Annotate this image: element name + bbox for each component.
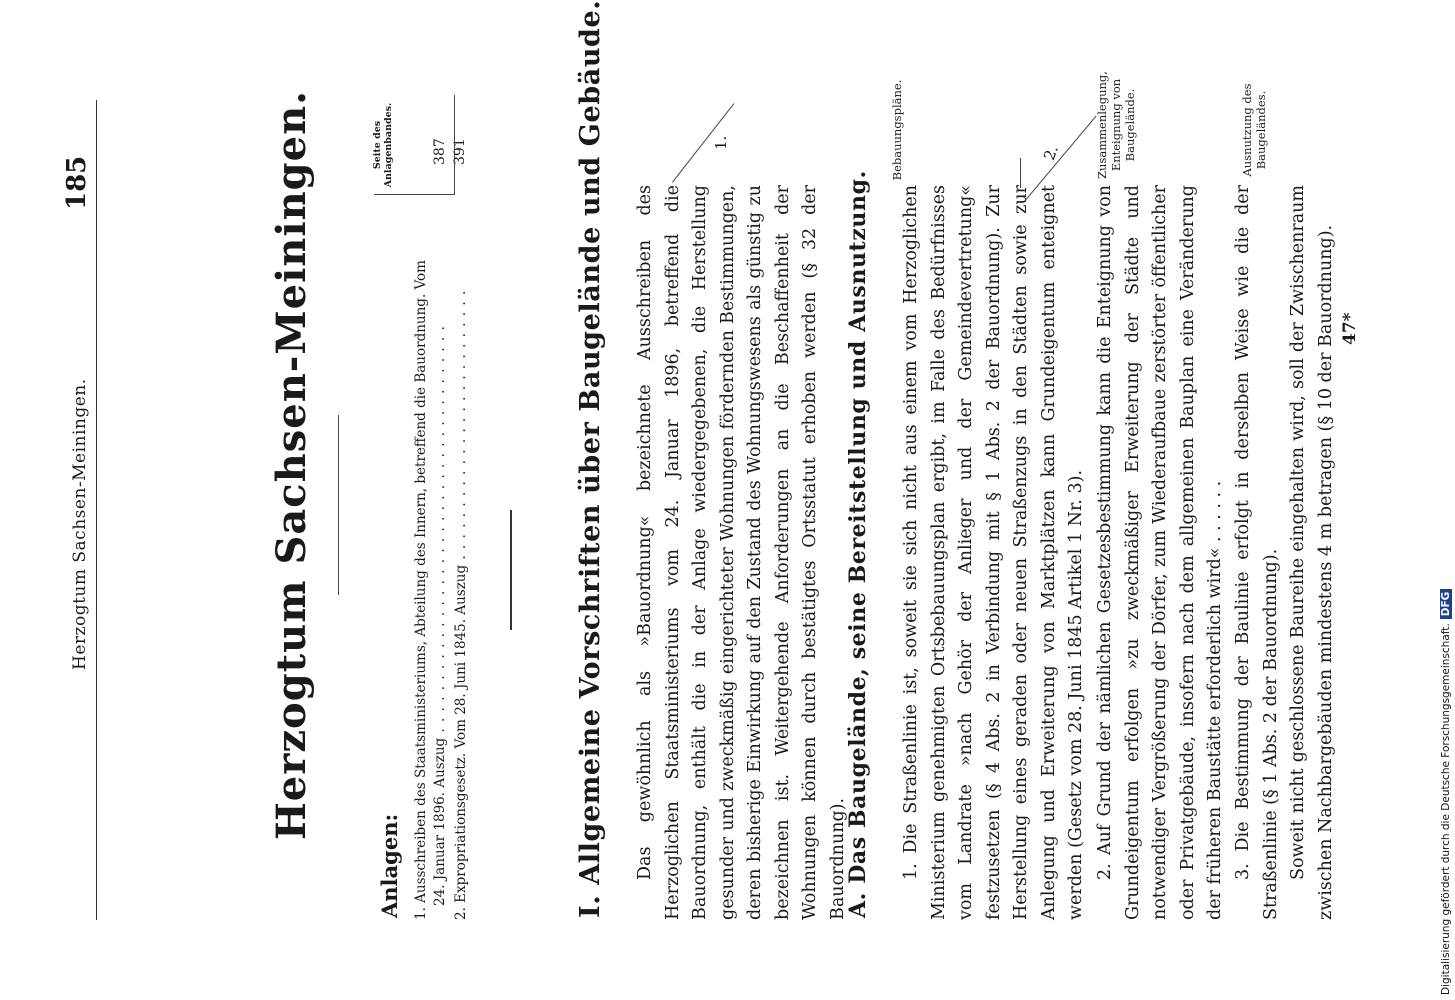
funding-note: [1440, 589, 1452, 995]
margin-note-ausnutzung: Ausnutzung des Baugeländes.: [1240, 83, 1268, 177]
section-1-heading: I. Allgemeine Vorschriften über Baugelände und Gebäude.: [575, 0, 606, 918]
page-title: Herzogtum Sachsen-Meiningen.: [268, 89, 315, 840]
page-column-separator: [374, 194, 454, 195]
section-a-paragraph-1: 1. Die Straßenlinie ist, soweit sie sich nicht aus einem vom Herzoglichen Ministerium genehmigten Ortsbebauungsplan ergibt, im Falle des Bedürfnisses vom Landrate »nach Gehör der Anlieger und der Gemeindevertretung« festzusetzen (§ 4 Abs. 2 in Verbindung mit § 1 Abs. 2 der Bauordnung). Zur Herstellung eines geraden oder neuen Straßenzugs in den Städten sowie zur Anlegung und Erweiterung von Marktplätzen kann Grundeigentum enteignet werden (Gesetz vom 28. Juni 1845 Artikel 1 Nr. 3).: [901, 185, 1086, 920]
margin-mark-1: 1.: [712, 135, 730, 150]
signature-mark: 47*: [1340, 312, 1360, 345]
header-rule: [96, 100, 97, 920]
section-a-paragraph-4: Soweit nicht geschlossene Baureihe eingehalten wird, soll der Zwischenraum zwischen Nachbargebäuden mindestens 4 m betragen (§ 10 der Bauordnung).: [1288, 185, 1336, 920]
anlage-item-1-line1: 1. Ausschreiben des Staatsministeriums, Abteilung des Innern, betreffend die Bauordnung. Vom: [413, 260, 429, 920]
funding-note-text: Digitalisierung gefördert durch die Deutsche Forschungsgemeinschaft.: [1440, 623, 1452, 995]
margin-note-zusammenlegung: Zusammenlegung, Enteignung von Baugelände.: [1095, 71, 1137, 179]
page-column-header: Seite des Anlagenbandes.: [372, 102, 394, 188]
dfg-logo: DFG: [1440, 589, 1452, 620]
margin-mark-2-tick: [1020, 158, 1021, 188]
running-head: Herzogtum Sachsen-Meiningen.: [70, 378, 90, 670]
section-rule: [510, 510, 512, 630]
anlage-item-1-line2: 24. Januar 1896. Auszug: [432, 737, 448, 906]
title-rule: [338, 415, 339, 595]
section-1-body: Das gewöhnlich als »Bauordnung« bezeichnete Ausschreiben des Herzoglichen Staatsministeriums vom 24. Januar 1896, betreffend die Bauordnung, enthält die in der Anlage wiedergegebenen, die Herstellung gesunder und zweckmäßig eingerichteter Wohnungen fördernden Bestimmungen, deren bisherige Einwirkung auf den Zustand des Wohnungswesens als günstig zu bezeichnen ist. Weitergehende Anforderungen an die Beschaffenheit der Wohnungen können durch bestätigtes Ortsstatut erhoben werden (§ 32 der Bauordnung).: [635, 185, 848, 920]
page-number: 185: [62, 155, 92, 210]
anlagen-label: Anlagen:: [377, 813, 402, 918]
anlage-item-2: 2. Expropriationsgesetz. Vom 28. Juni 1845. Auszug . . . . . . . . . . . . . . . . . . . . . . . . . .: [453, 289, 469, 920]
anlage-item-1-page: 387: [432, 138, 448, 165]
section-a-paragraph-2: 2. Auf Grund der nämlichen Gesetzesbestimmung kann die Enteignung von Grundeigentum erfolgen »zu zweckmäßiger Erweiterung der Städte und notwendiger Vergrößerung der Dörfer, zum Wiederaufbaue zerstörter öffentlicher oder Privatgebäude, insofern nach dem allgemeinen Bauplan eine Veränderung der früheren Baustätte erforderlich wird« . . . . . .: [1095, 185, 1225, 920]
margin-mark-2: 2.: [1040, 143, 1062, 163]
anlage-item-2-line1: 2. Expropriationsgesetz. Vom 28. Juni 1845. Auszug: [453, 564, 469, 920]
anlage-item-2-page: 391: [452, 138, 468, 165]
section-a-paragraph-3: 3. Die Bestimmung der Baulinie erfolgt in derselben Weise wie die der Straßenlinie (§ 1 Abs. 2 der Bauordnung).: [1233, 185, 1281, 920]
section-a-heading: A. Das Baugelände, seine Bereitstellung und Ausnutzung.: [845, 170, 871, 918]
page-column-rule: [454, 95, 455, 195]
anlage-item-1: 1. Ausschreiben des Staatsministeriums, Abteilung des Innern, betreffend die Bauordnung. Vom 24. Januar 1896. Auszug . . . . . . . . . . . . . . . . . . . . . . . . . . . . . . . . . . . . . . .: [413, 260, 448, 920]
margin-note-bebauungsplaene: Bebauungspläne.: [890, 79, 904, 181]
